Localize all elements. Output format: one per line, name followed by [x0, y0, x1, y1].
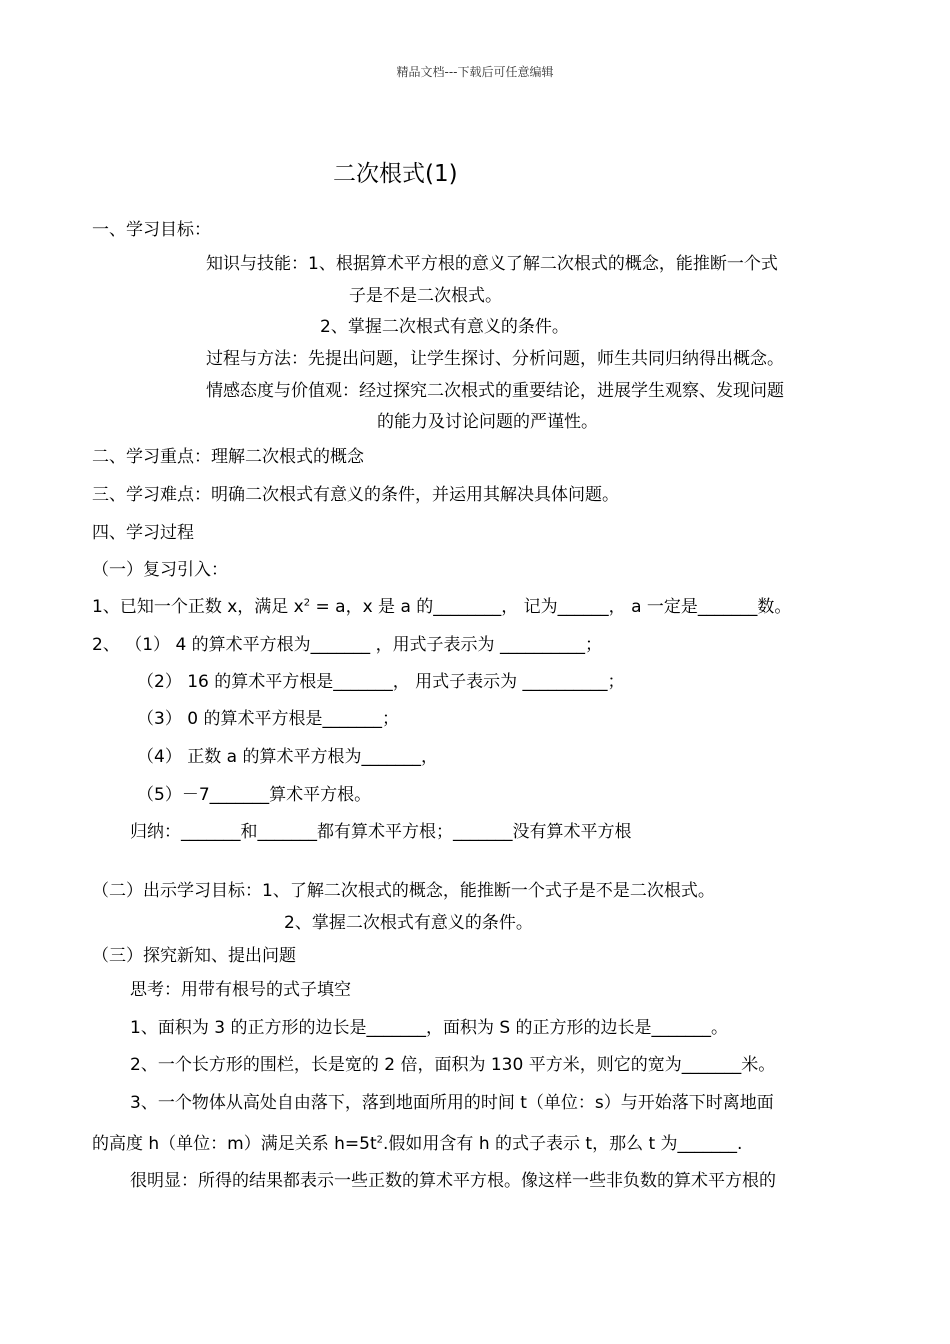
goal-knowledge-line-2: 子是不是二次根式。 — [349, 286, 502, 306]
section-process: 四、学习过程 — [92, 523, 194, 543]
page-title: 二次根式(1) — [333, 161, 458, 187]
explore-question-3-text-a: 的高度 h（单位：m）满足关系 h=5t — [92, 1134, 377, 1154]
part-show-goals-line-2: 2、掌握二次根式有意义的条件。 — [284, 913, 533, 933]
explore-question-1: 1、面积为 3 的正方形的边长是_______，面积为 S 的正方形的边长是_______。 — [130, 1018, 729, 1038]
conclusion-line: 很明显：所得的结果都表示一些正数的算术平方根。像这样一些非负数的算术平方根的 — [130, 1171, 776, 1191]
question-2-item-1: 2、 （1） 4 的算术平方根为_______ ，用式子表示为 __________； — [92, 635, 602, 655]
summary-line: 归纳：_______和_______都有算术平方根；_______没有算术平方根 — [130, 822, 632, 842]
question-1-exponent: 2 — [303, 597, 311, 609]
goal-method: 过程与方法：先提出问题，让学生探讨、分析问题，师生共同归纳得出概念。 — [206, 349, 784, 369]
explore-question-3-line-1: 3、一个物体从高处自由落下，落到地面所用的时间 t（单位：s）与开始落下时离地面 — [130, 1093, 774, 1113]
explore-question-3-line-2 — [92, 1132, 742, 1156]
question-2-item-2: （2） 16 的算术平方根是_______， 用式子表示为 __________； — [137, 672, 625, 692]
part-review-intro: （一）复习引入： — [92, 560, 228, 580]
goal-knowledge-line-1: 知识与技能：1、根据算术平方根的意义了解二次根式的概念，能推断一个式 — [206, 254, 778, 274]
question-1-text-b: = a，x 是 a 的________， 记为______， a 一定是_______数。 — [310, 597, 792, 617]
question-2-item-5: （5）－7_______算术平方根。 — [137, 785, 372, 805]
question-1 — [92, 595, 791, 619]
explore-question-2: 2、一个长方形的围栏，长是宽的 2 倍，面积为 130 平方米，则它的宽为_______米。 — [130, 1055, 776, 1075]
think-prompt: 思考：用带有根号的式子填空 — [130, 980, 351, 1000]
question-2-item-4: （4） 正数 a 的算术平方根为_______， — [137, 747, 438, 767]
explore-question-3-exponent: 2 — [376, 1134, 384, 1146]
goal-knowledge-item-2: 2、掌握二次根式有意义的条件。 — [320, 317, 569, 337]
part-show-goals-line-1: （二）出示学习目标：1、了解二次根式的概念，能推断一个式子是不是二次根式。 — [92, 881, 715, 901]
section-difficulties: 三、学习难点：明确二次根式有意义的条件，并运用其解决具体问题。 — [92, 485, 619, 505]
page-header: 精品文档---下载后可任意编辑 — [396, 65, 554, 79]
section-learning-goals: 一、学习目标： — [92, 220, 211, 240]
question-2-item-3: （3） 0 的算术平方根是_______； — [137, 709, 399, 729]
question-1-text-a: 1、已知一个正数 x，满足 x — [92, 597, 304, 617]
part-explore: （三）探究新知、提出问题 — [92, 946, 296, 966]
section-key-points: 二、学习重点：理解二次根式的概念 — [92, 447, 364, 467]
goal-emotion-line-1: 情感态度与价值观：经过探究二次根式的重要结论，进展学生观察、发现问题 — [206, 381, 784, 401]
goal-emotion-line-2: 的能力及讨论问题的严谨性。 — [377, 412, 598, 432]
explore-question-3-text-b: .假如用含有 h 的式子表示 t，那么 t 为_______. — [383, 1134, 743, 1154]
